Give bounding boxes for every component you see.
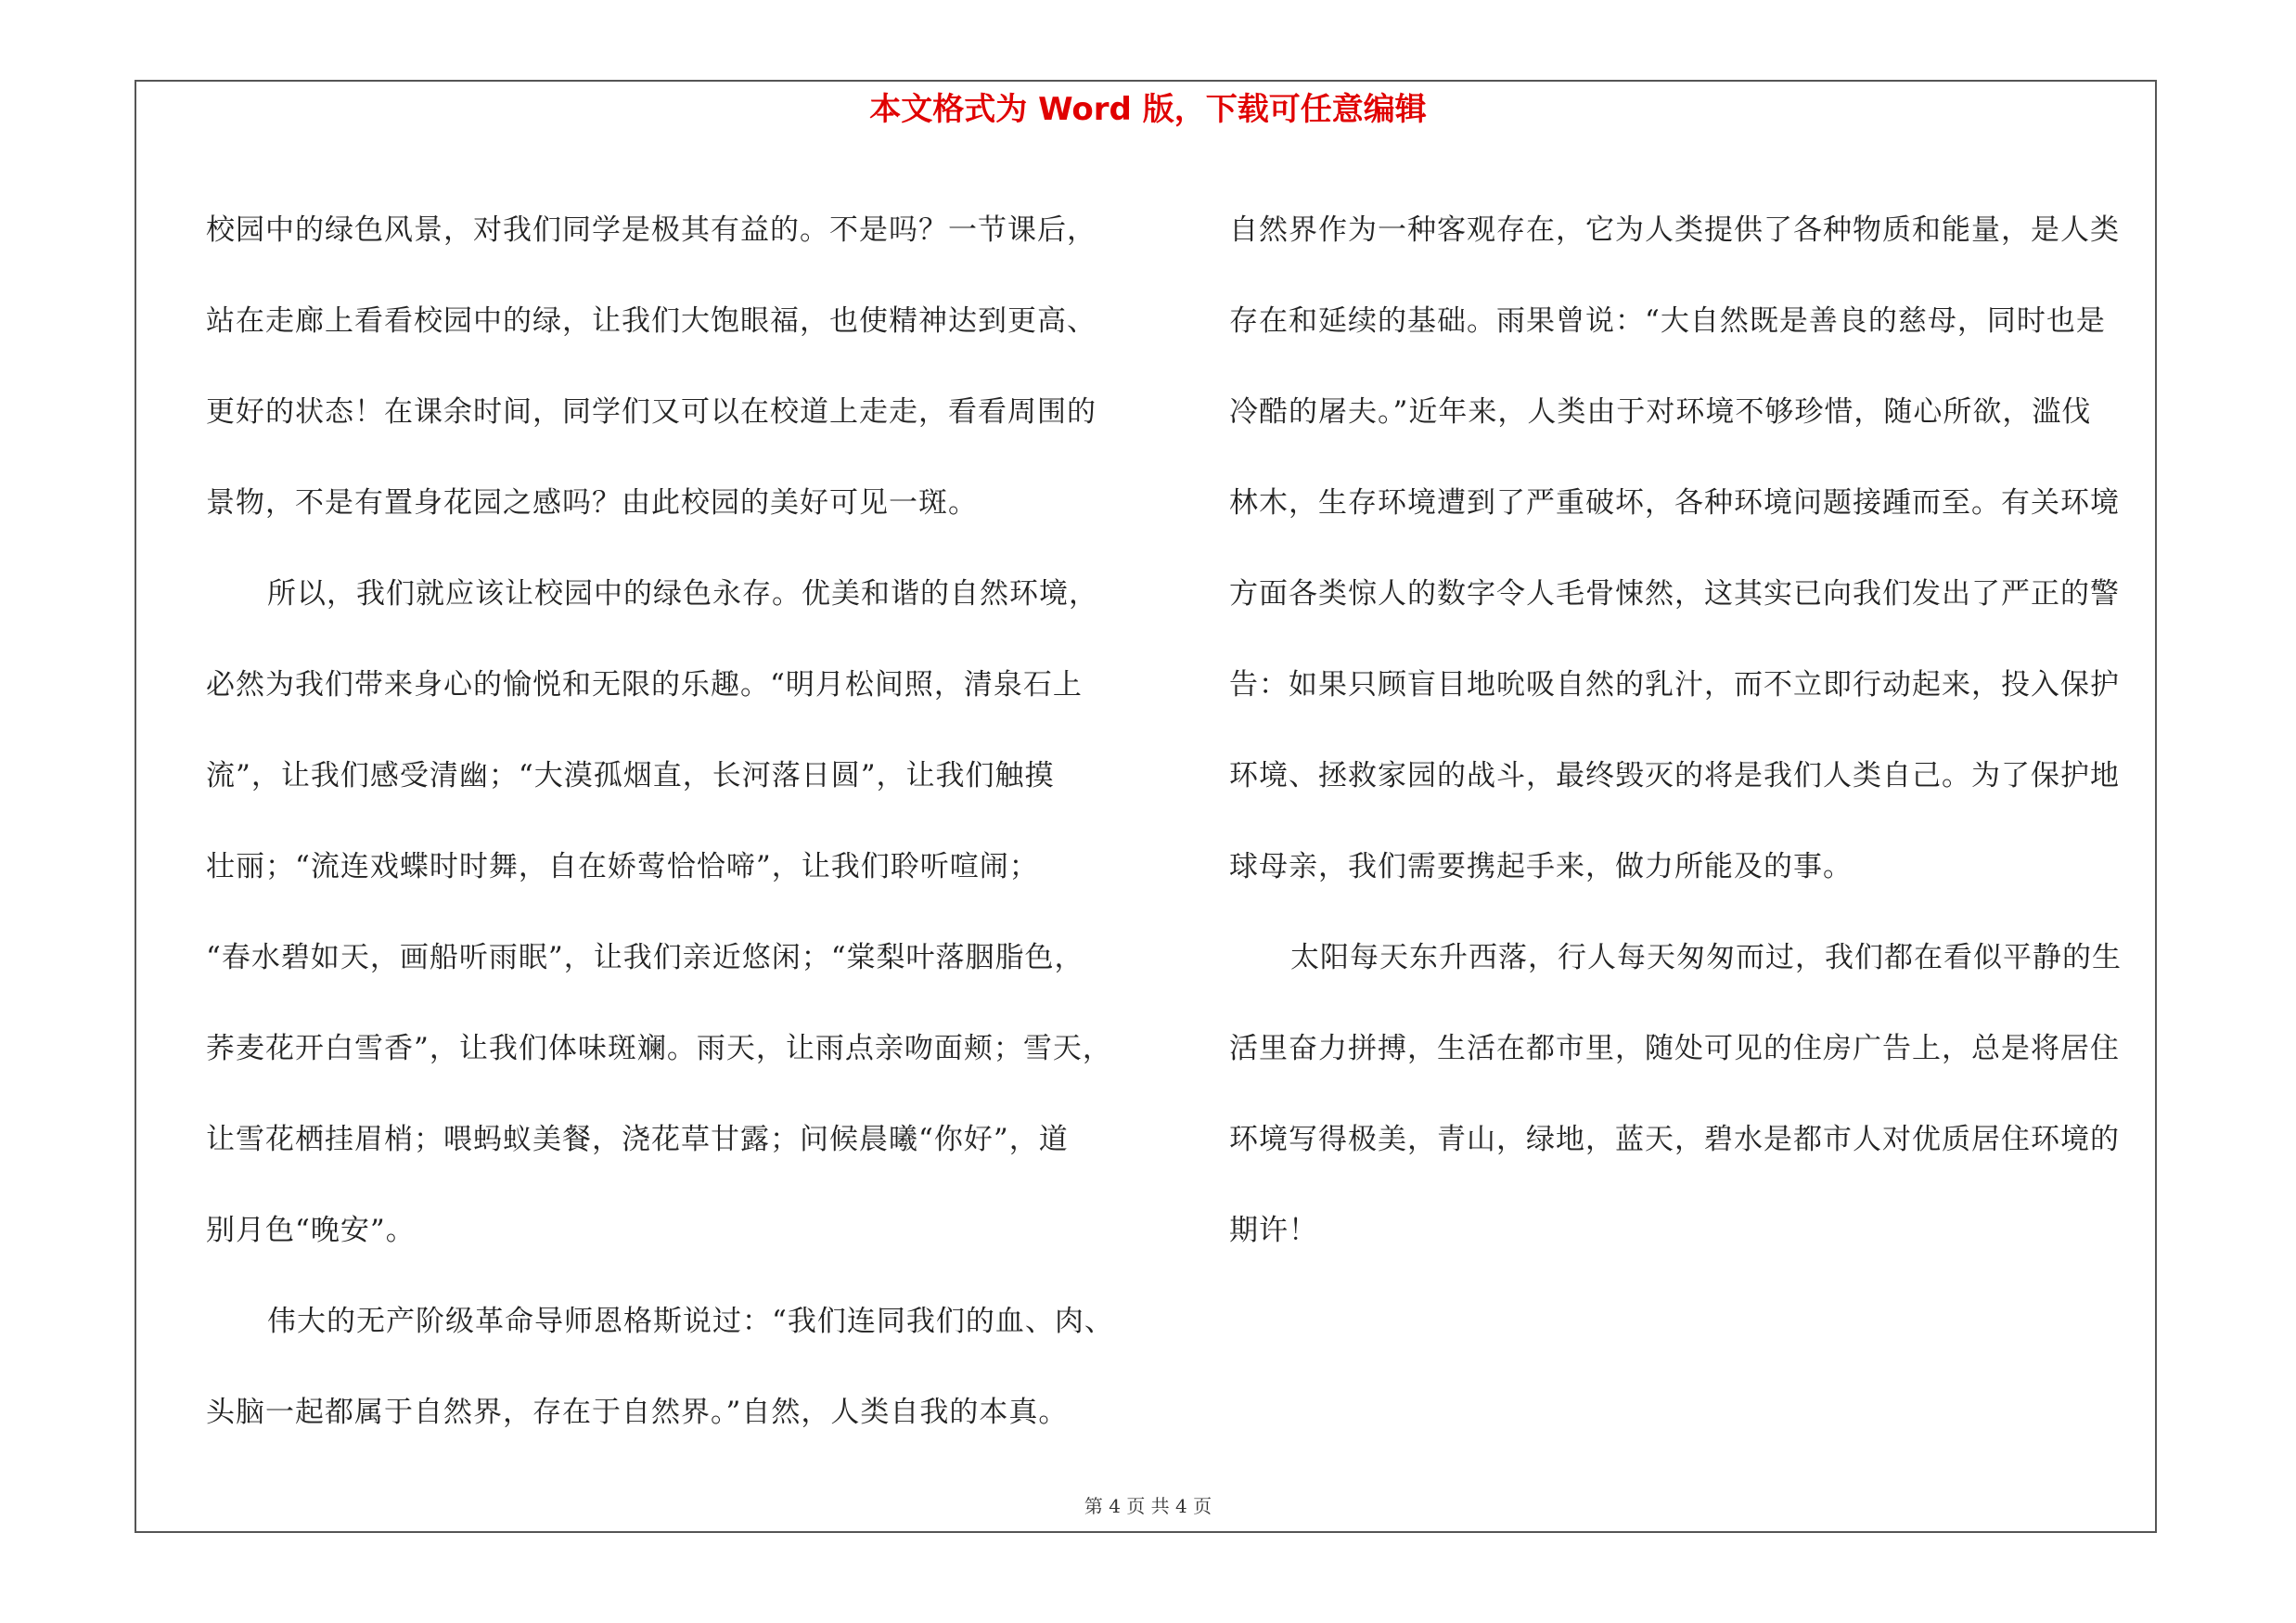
text-line: 环境写得极美，青山，绿地，蓝天，碧水是都市人对优质居住环境的 [1229,1123,2120,1156]
left-column [206,185,1148,1458]
text-line: 站在走廊上看看校园中的绿，让我们大饱眼福，也使精神达到更高、 [206,304,1097,338]
text-line: 期许！ [1229,1214,1318,1247]
text-line: 伟大的无产阶级革命导师恩格斯说过：“我们连同我们的血、肉、 [267,1305,1114,1338]
text-line: 头脑一起都属于自然界，存在于自然界。”自然，人类自我的本真。 [206,1396,1069,1429]
text-line: 必然为我们带来身心的愉悦和无限的乐趣。“明月松间照，清泉石上 [206,668,1083,702]
right-column [1229,185,2157,1276]
text-line: 让雪花栖挂眉梢；喂蚂蚁美餐，浇花草甘露；问候晨曦“你好”，道 [206,1123,1069,1156]
text-line: 景物，不是有置身花园之感吗？由此校园的美好可见一斑。 [206,486,978,520]
text-line: 球母亲，我们需要携起手来，做力所能及的事。 [1229,850,1853,883]
text-line: 别月色“晚安”。 [206,1214,416,1247]
text-line: 校园中的绿色风景，对我们同学是极其有益的。不是吗？一节课后， [206,213,1097,247]
format-banner: 本文格式为 Word 版，下载可任意编辑 [869,91,1427,128]
text-line: 流”，让我们感受清幽；“大漠孤烟直，长河落日圆”，让我们触摸 [206,759,1055,792]
text-line: 冷酷的屠夫。”近年来，人类由于对环境不够珍惜，随心所欲，滥伐 [1229,395,2092,429]
text-line: 壮丽；“流连戏蝶时时舞，自在娇莺恰恰啼”，让我们聆听喧闹； [206,850,1039,883]
text-line: 方面各类惊人的数字令人毛骨悚然，这其实已向我们发出了严正的警 [1229,577,2120,611]
text-line: 环境、拯救家园的战斗，最终毁灭的将是我们人类自己。为了保护地 [1229,759,2120,792]
text-line: “春水碧如天，画船听雨眠”，让我们亲近悠闲；“棠梨叶落胭脂色， [206,941,1084,974]
text-line: 存在和延续的基础。雨果曾说：“大自然既是善良的慈母，同时也是 [1229,304,2106,338]
text-line: 太阳每天东升西落，行人每天匆匆而过，我们都在看似平静的生 [1290,941,2122,974]
text-line: 林木，生存环境遭到了严重破坏，各种环境问题接踵而至。有关环境 [1229,486,2120,520]
text-line: 活里奋力拼搏，生活在都市里，随处可见的住房广告上，总是将居住 [1229,1032,2120,1065]
text-line: 告：如果只顾盲目地吮吸自然的乳汁，而不立即行动起来，投入保护 [1229,668,2120,702]
text-line: 荞麦花开白雪香”，让我们体味斑斓。雨天，让雨点亲吻面颊；雪天， [206,1032,1112,1065]
text-line: 所以，我们就应该让校园中的绿色永存。优美和谐的自然环境， [267,577,1098,611]
text-line: 更好的状态！在课余时间，同学们又可以在校道上走走，看看周围的 [206,395,1097,429]
page-number: 第 4 页 共 4 页 [1084,1495,1212,1517]
text-line: 自然界作为一种客观存在，它为人类提供了各种物质和能量，是人类 [1229,213,2120,247]
